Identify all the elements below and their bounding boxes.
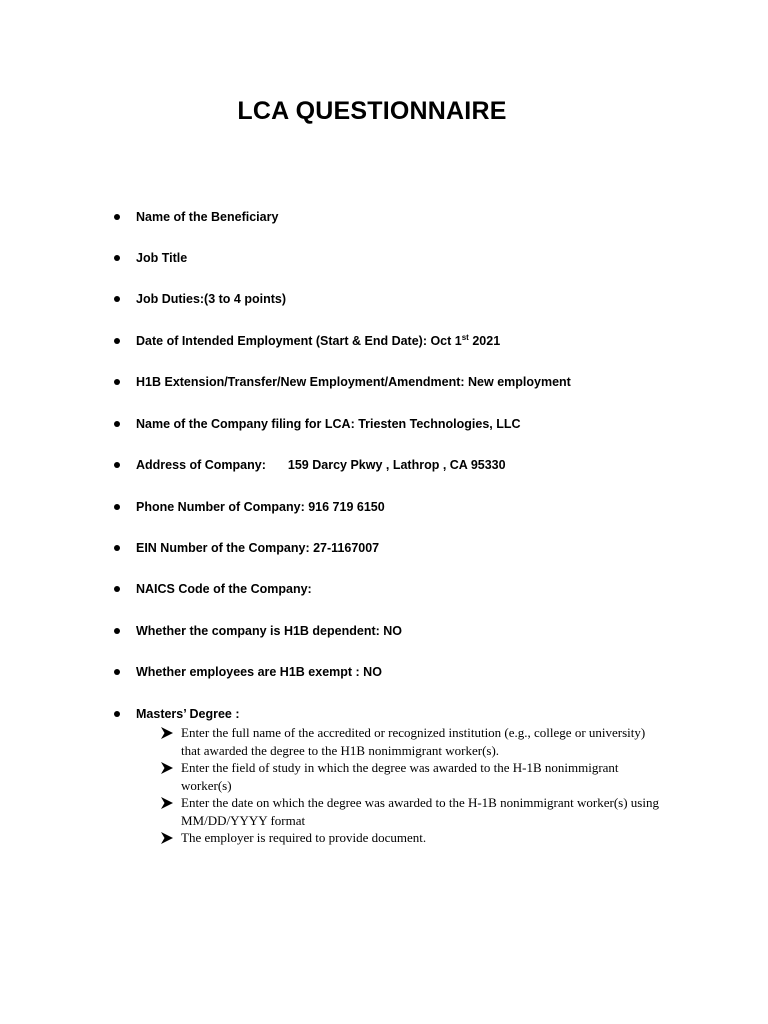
bullet-dot-icon [114, 214, 120, 220]
masters-degree-instructions [0, 724, 768, 847]
instruction-text: The employer is required to provide document. [181, 830, 427, 845]
field-h1b-exempt [0, 663, 768, 683]
address-value: 159 Darcy Pkwy , Lathrop , CA 95330 [287, 458, 506, 472]
instruction-text: Enter the field of study in which the degree was awarded to the H-1B nonimmigrant worker(s) [181, 760, 619, 793]
field-company-address [0, 456, 768, 476]
bullet-dot-icon [114, 421, 120, 427]
bullet-dot-icon [114, 296, 120, 302]
address-label: Address of Company: [136, 458, 266, 472]
field-label: NAICS Code of the Company: [136, 582, 312, 596]
bullet-dot-icon [114, 669, 120, 675]
instruction-item [0, 724, 768, 759]
field-label: Whether employees are H1B exempt : NO [136, 665, 382, 679]
field-label: Job Duties:(3 to 4 points) [136, 292, 286, 306]
field-label [136, 456, 506, 474]
bullet-dot-icon [114, 462, 120, 468]
field-beneficiary-name [0, 208, 768, 228]
field-company-phone [0, 498, 768, 518]
field-company-name [0, 415, 768, 435]
document-title: LCA QUESTIONNAIRE [237, 97, 507, 125]
ordinal-superscript: st [461, 333, 469, 342]
field-label-year: 2021 [468, 334, 501, 348]
bullet-dot-icon [114, 379, 120, 385]
arrowhead-bullet-icon [160, 761, 174, 775]
instruction-text: Enter the date on which the degree was awarded to the H-1B nonimmigrant worker(s) using MM/DD/YYYY format [181, 795, 659, 828]
field-label: Phone Number of Company: 916 719 6150 [136, 500, 385, 514]
field-label: H1B Extension/Transfer/New Employment/Amendment: New employment [136, 375, 571, 389]
field-h1b-dependent [0, 622, 768, 642]
bullet-dot-icon [114, 628, 120, 634]
bullet-dot-icon [114, 338, 120, 344]
arrowhead-bullet-icon [160, 831, 174, 845]
field-label: Whether the company is H1B dependent: NO [136, 624, 403, 638]
instruction-text: Enter the full name of the accredited or recognized institution (e.g., college or university) that awarded the degree to the H1B nonimmigrant worker(s). [181, 725, 646, 758]
instruction-item [0, 829, 768, 847]
bullet-dot-icon [114, 545, 120, 551]
field-label-text: Date of Intended Employment (Start & End Date): Oct 1 [136, 334, 462, 348]
field-label [136, 332, 500, 350]
bullet-dot-icon [114, 504, 120, 510]
field-masters-degree [0, 705, 768, 725]
field-label: Job Title [136, 251, 188, 265]
field-label: EIN Number of the Company: 27-1167007 [136, 541, 380, 555]
bullet-dot-icon [114, 586, 120, 592]
instruction-item [0, 794, 768, 829]
field-ein-number [0, 539, 768, 559]
instruction-item [0, 759, 768, 794]
field-label: Name of the Beneficiary [136, 210, 279, 224]
field-label: Masters’ Degree : [136, 707, 240, 721]
field-petition-type [0, 373, 768, 393]
field-naics-code [0, 580, 768, 600]
bullet-dot-icon [114, 711, 120, 717]
arrowhead-bullet-icon [160, 796, 174, 810]
arrowhead-bullet-icon [160, 726, 174, 740]
field-employment-dates [0, 332, 768, 352]
field-job-title [0, 249, 768, 269]
field-label: Name of the Company filing for LCA: Triesten Technologies, LLC [136, 417, 521, 431]
field-job-duties [0, 290, 768, 310]
bullet-dot-icon [114, 255, 120, 261]
